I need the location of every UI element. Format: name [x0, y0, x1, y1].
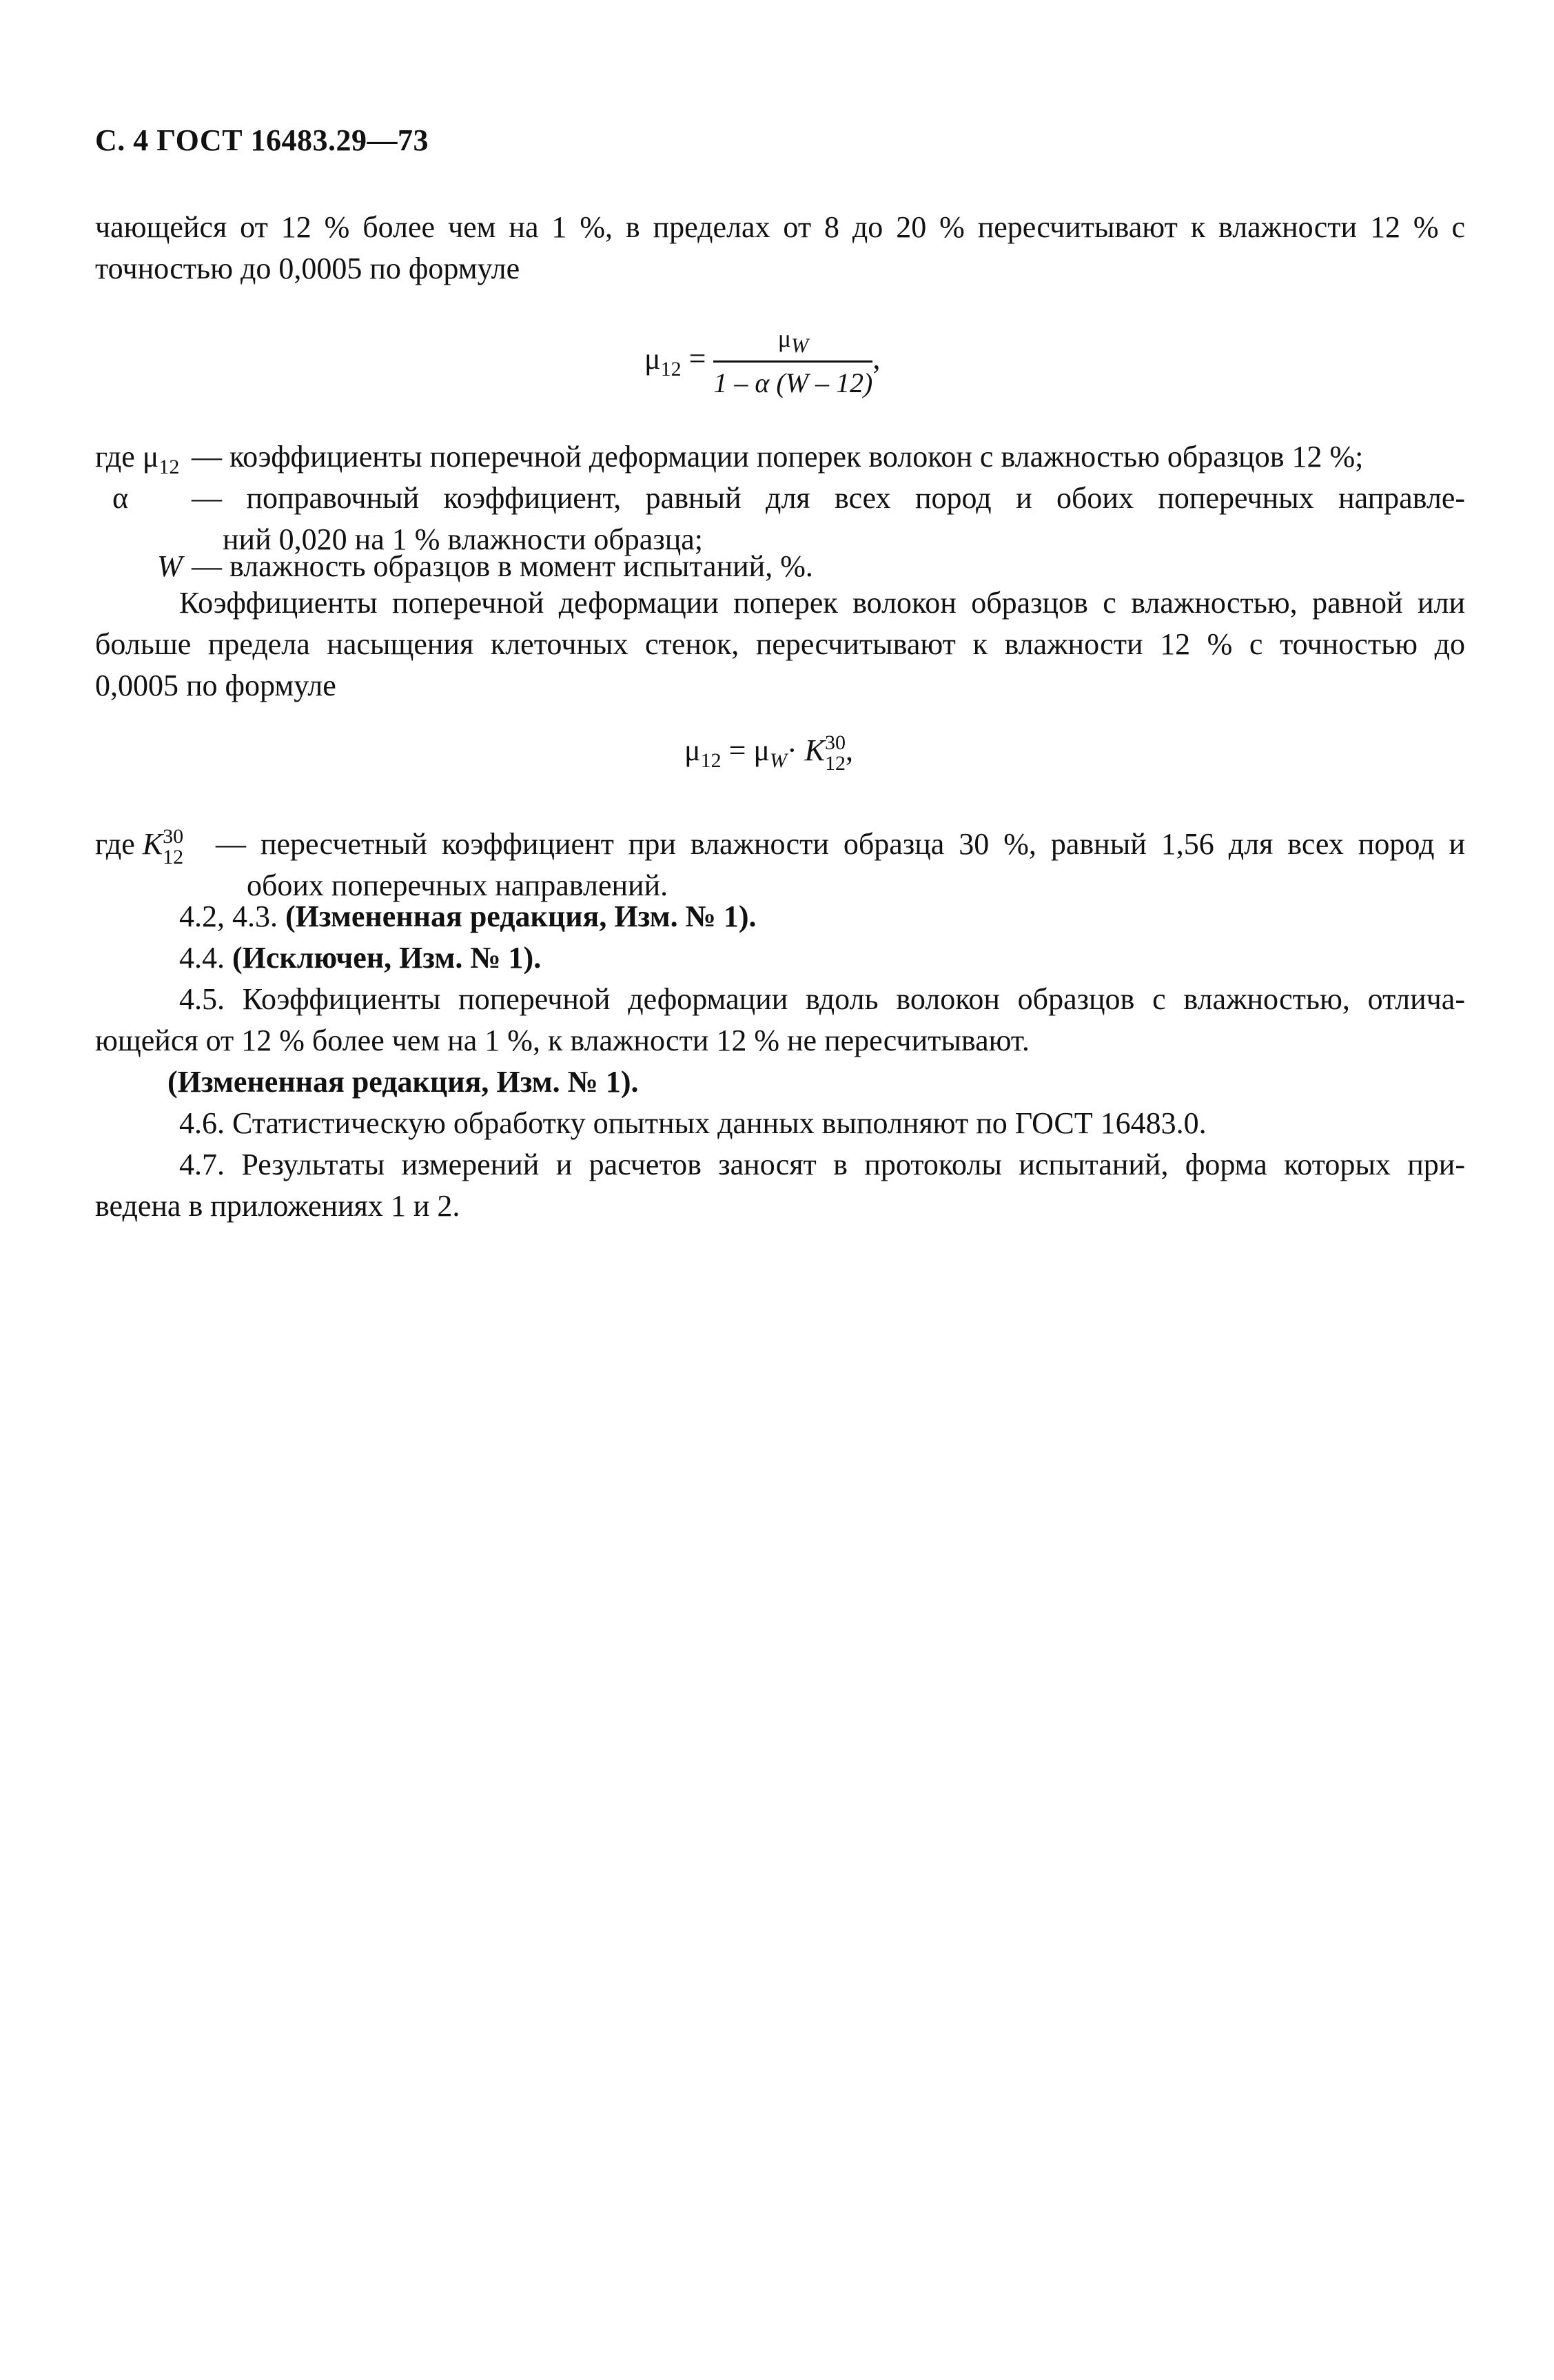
definition-k: [95, 824, 1465, 906]
formula1-denominator: 1 – α (W – 12): [713, 367, 873, 399]
item-4-5-line-1: 4.5. Коэффициенты поперечной деформации вдоль волокон образцов с влажностью, отлича-: [179, 982, 1465, 1016]
definition-w-text: — влажность образцов в момент испытаний, %.: [192, 549, 813, 583]
formula1-lhs: $\mu_{12}$: [644, 341, 682, 380]
item-4-7-line-1: 4.7. Результаты измерений и расчетов заносят в протоколы испытаний, форма которых при-: [179, 1148, 1465, 1181]
para2-line-2: больше предела насыщения клеточных стенок, пересчитывают к влажности 12 % с точностью до: [95, 627, 1465, 661]
formula1-comma: ,: [872, 341, 881, 376]
intro-line-2: точностью до 0,0005 по формуле: [95, 252, 520, 285]
definition-w-symbol: W: [157, 549, 183, 583]
paragraph-saturation: [95, 582, 1465, 706]
item-4-4: 4.4. (Исключен, Изм. № 1).: [179, 941, 542, 975]
definition-w: [95, 546, 1465, 587]
definition-k-symbol: где K 30 12: [95, 824, 184, 868]
definition-k-text-2: обоих поперечных направлений.: [247, 868, 668, 902]
definition-alpha-text-2: ний 0,020 на 1 % влажности образца;: [223, 522, 703, 556]
formula1-numerator: $\mu_W$: [713, 324, 872, 363]
definition-k-text-1: — пересчетный коэффициент при влажности образца 30 %, равный 1,56 для всех пород и: [216, 827, 1465, 861]
items-section: [95, 896, 1465, 1227]
item-4-6: 4.6. Статистическую обработку опытных данных выполняют по ГОСТ 16483.0.: [179, 1106, 1207, 1140]
definition-mu12-symbol: где $\mu_{12}$: [95, 440, 180, 478]
definition-mu12: [95, 436, 1465, 478]
formula1-fraction: [713, 324, 872, 399]
para2-line-3: 0,0005 по формуле: [95, 669, 336, 702]
page-header: С. 4 ГОСТ 16483.29—73: [95, 123, 429, 157]
definition-alpha-text-1: — поправочный коэффициент, равный для всех пород и обоих поперечных направле-: [192, 481, 1465, 515]
item-4-5-note: (Измененная редакция, Изм. № 1).: [167, 1065, 639, 1099]
intro-line-1: чающейся от 12 % более чем на 1 %, в пределах от 8 до 20 % пересчитывают к влажности 12 % с: [95, 210, 1465, 244]
item-4-5-line-2: ющейся от 12 % более чем на 1 %, к влажности 12 % не пересчитывают.: [95, 1024, 1030, 1057]
formula1-equals: =: [688, 341, 706, 376]
formula-mu12-correction: [644, 324, 880, 399]
item-4-7-line-2: ведена в приложениях 1 и 2.: [95, 1189, 460, 1223]
definition-alpha-symbol: α: [112, 481, 129, 515]
para2-line-1: Коэффициенты поперечной деформации поперек волокон образцов с влажностью, равной или: [179, 586, 1465, 620]
definition-mu12-text: — коэффициенты поперечной деформации поперек волокон с влажностью образцов 12 %;: [192, 440, 1364, 474]
intro-paragraph: [95, 207, 1465, 289]
item-4-2: 4.2, 4.3. (Измененная редакция, Изм. № 1).: [179, 899, 757, 933]
formula-mu12-k: $\mu_{12} = \mu_W\cdot K$ 30 12 ,: [684, 731, 854, 775]
